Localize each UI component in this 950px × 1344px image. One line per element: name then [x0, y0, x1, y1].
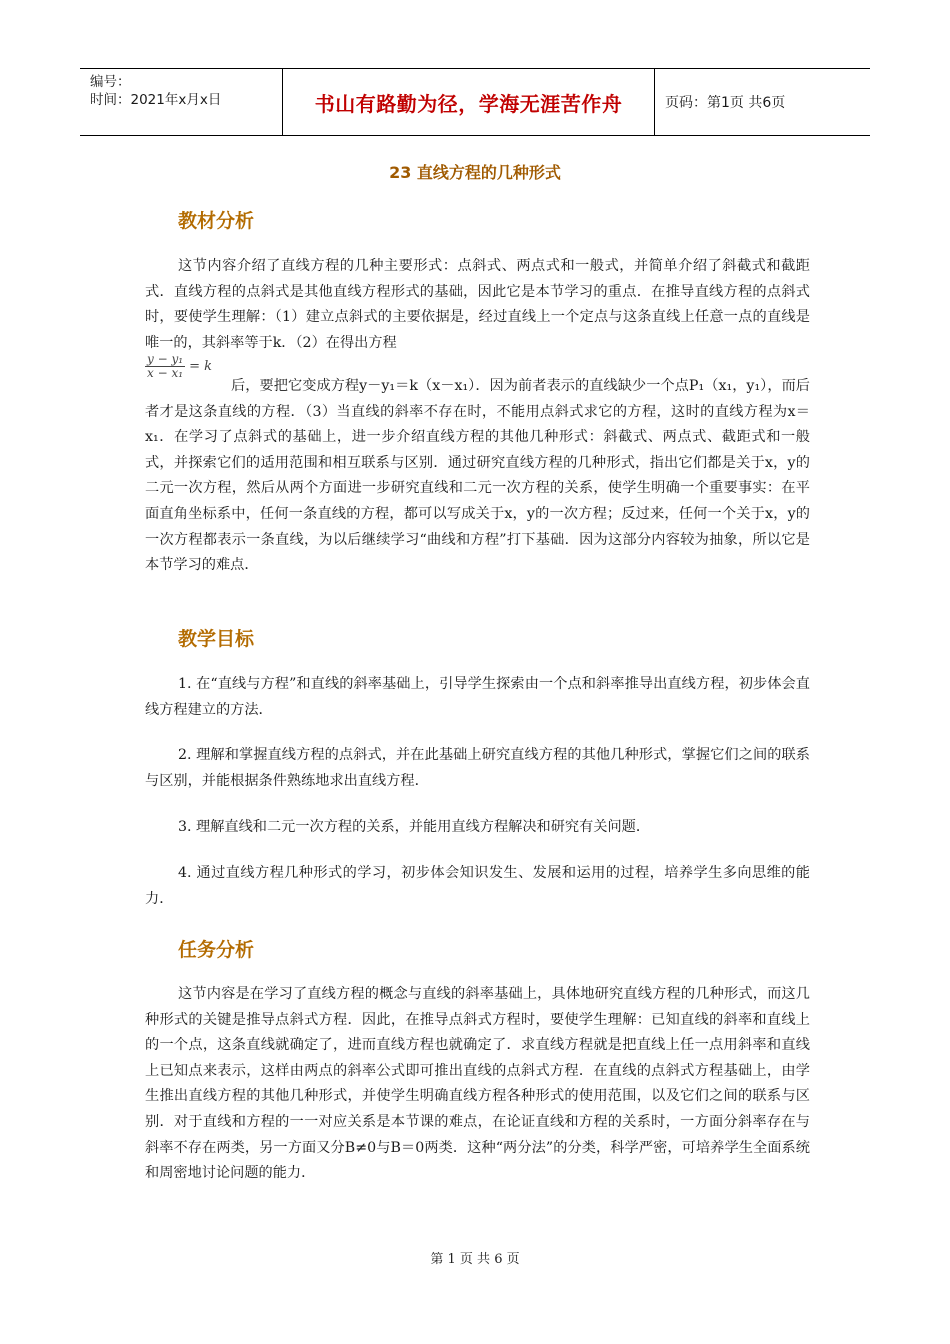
goal-3: 3. 理解直线和二元一次方程的关系，并能用直线方程解决和研究有关问题．	[178, 819, 651, 835]
header-meta	[80, 69, 283, 135]
header-motto: 书山有路勤为径，学海无涯苦作舟	[283, 69, 655, 135]
number-label: 编号：	[90, 74, 131, 90]
analysis-text-b: 后，要把它变成方程y－y₁＝k（x－x₁）．因为前者表示的直线缺少一个点P₁（x₁，y₁），而后者才是这条直线的方程．（3）当直线的斜率不存在时，不能用点斜式求它的方程，这时的直线方程为x＝x₁．在学习了点斜式的基础上，进一步介绍直线方程的其他几种形式：斜截式、两点式、截距式和一般式，并探索它们的适用范围和相互联系与区别．通过研究直线方程的几种形式，指出它们都是关于x，y的二元一次方程，然后从两个方面进一步研究直线和二元一次方程的关系，使学生明确一个重要事实：在平面直角坐标系中，任何一条直线的方程，都可以写成关于x，y的一次方程；反过来，任何一个关于x，y的一次方程都表示一条直线，为以后继续学习“曲线和方程”打下基础．因为这部分内容较为抽象，所以它是本节学习的难点．	[145, 378, 810, 574]
page-footer: 第 1 页 共 6 页	[430, 1252, 520, 1267]
goal-4: 4. 通过直线方程几种形式的学习，初步体会知识发生、发展和运用的过程，培养学生多向思维的能力．	[145, 865, 810, 907]
formula-denominator: x − x₁	[147, 366, 184, 380]
header-page-label: 页码：第1页 共6页	[665, 95, 786, 111]
section-heading-goals: 教学目标	[178, 628, 255, 650]
formula-numerator: y − y₁	[147, 352, 184, 366]
section-heading-analysis: 教材分析	[178, 210, 255, 232]
page-header	[80, 68, 870, 136]
analysis-paragraph-part2	[145, 374, 810, 579]
section-heading-task: 任务分析	[178, 939, 255, 961]
analysis-text-a: 这节内容介绍了直线方程的几种主要形式：点斜式、两点式和一般式，并简单介绍了斜截式和截距式．直线方程的点斜式是其他直线方程形式的基础，因此它是本节学习的重点．在推导直线方程的点斜式时，要使学生理解：（1）建立点斜式的主要依据是，经过直线上一个定点与这条直线上任意一点的直线是唯一的，其斜率等于k．（2）在得出方程	[145, 258, 810, 351]
goal-1: 1. 在“直线与方程”和直线的斜率基础上，引导学生探索由一个点和斜率推导出直线方程，初步体会直线方程建立的方法．	[145, 676, 810, 718]
document-title: 23 直线方程的几种形式	[389, 163, 561, 182]
formula-equals: = k	[189, 359, 212, 374]
goal-2: 2. 理解和掌握直线方程的点斜式，并在此基础上研究直线方程的其他几种形式，掌握它们之间的联系与区别，并能根据条件熟练地求出直线方程．	[145, 747, 810, 789]
date-label: 时间：2021年x月x日	[90, 92, 222, 108]
task-paragraph: 这节内容是在学习了直线方程的概念与直线的斜率基础上，具体地研究直线方程的几种形式，而这几种形式的关键是推导点斜式方程．因此，在推导点斜式方程时，要使学生理解：已知直线的斜率和直线上的一个点，这条直线就确定了，进而直线方程也就确定了．求直线方程就是把直线上任一点用斜率和直线上已知点来表示，这样由两点的斜率公式即可推出直线的点斜式方程．在直线的点斜式方程基础上，由学生推出直线方程的其他几种形式，并使学生明确直线方程各种形式的使用范围，以及它们之间的联系与区别．对于直线和方程的一一对应关系是本节课的难点，在论证直线和方程的关系时，一方面分斜率存在与斜率不存在两类，另一方面又分B≠0与B＝0两类．这种“两分法”的分类，科学严密，可培养学生全面系统和周密地讨论问题的能力．	[145, 986, 810, 1182]
analysis-paragraph-part1	[145, 254, 810, 356]
